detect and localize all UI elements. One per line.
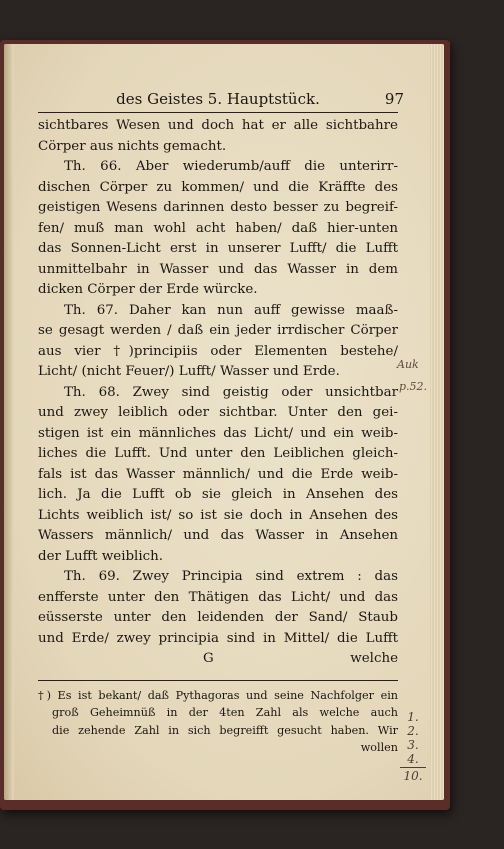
page-number: 97 (384, 90, 404, 108)
tally-total: 10. (403, 769, 423, 783)
body-line: fals ist das Wasser männlich/ und die Erde weib- (38, 466, 398, 482)
body-line: und Erde/ zwey principia sind in Mittel/ die Lufft (38, 630, 398, 646)
body-line: Wassers männlich/ und das Wasser in Ansehen (38, 528, 398, 543)
signature-line (38, 649, 398, 670)
body-line: dicken Cörper der Erde würcke. (38, 282, 258, 297)
text-block (38, 88, 404, 757)
marginal-note: Auk (397, 358, 419, 371)
footnote-line: †) Es ist bekant/ daß Pythagoras und seine Nachfolger ein (38, 688, 398, 702)
body-line: eüsserste unter den leidenden der Sand/ Staub (38, 610, 398, 625)
tally-number: 1. (407, 710, 419, 724)
header-rule (38, 112, 398, 113)
body-line: Th. 69. Zwey Principia sind extrem : das (64, 569, 398, 584)
body-line: se gesagt werden / daß ein jeder irrdischer Cörper (38, 323, 398, 338)
signature-mark: G (203, 651, 214, 666)
body-line: Th. 67. Daher kan nun auff gewisse maaß- (64, 302, 398, 318)
body-line: das Sonnen-Licht erst in unserer Lufft/ die Lufft (38, 241, 398, 256)
book-page (4, 44, 444, 800)
body-line: stigen ist ein männliches das Licht/ und ein weib- (38, 425, 398, 441)
page-fore-edge (430, 44, 444, 800)
body-line: enfferste unter den Thätigen das Licht/ und das (38, 589, 398, 605)
catchword: welche (350, 651, 398, 666)
running-header (38, 88, 404, 110)
body-line: liches die Lufft. Und unter den Leiblichen gleich- (38, 446, 398, 461)
body-line: aus vier †)principiis oder Elementen bestehe/ (38, 343, 398, 359)
page-gutter (4, 44, 14, 800)
footnote-rule (38, 680, 398, 681)
body-line: Th. 66. Aber wiederumb/auff die unterirr- (64, 159, 398, 174)
marginal-note: p.52. (399, 380, 428, 393)
body-line: sichtbares Wesen und doch hat er alle sichtbahre (38, 118, 398, 133)
tally-number: 3. (407, 738, 419, 752)
running-title: des Geistes 5. Hauptstück. (116, 90, 320, 108)
body-line: dischen Cörper zu kommen/ und die Kräffte des (38, 179, 398, 195)
body-line: Lichts weiblich ist/ so ist sie doch in Ansehen des (38, 507, 398, 523)
footnote-catchword: wollen (360, 741, 398, 754)
body-line: Licht/ (nicht Feuer/) Lufft/ Wasser und Erde. (38, 364, 340, 379)
body-line: fen/ muß man wohl acht haben/ daß hier-unten (38, 220, 398, 236)
body-line: Th. 68. Zwey sind geistig oder unsichtbar (64, 384, 398, 400)
body-line: unmittelbahr in Wasser und das Wasser in dem (38, 261, 398, 277)
body-line: lich. Ja die Lufft ob sie gleich in Ansehen des (38, 487, 398, 502)
tally-number: 2. (407, 724, 419, 738)
marginal-tally (396, 710, 430, 783)
tally-number: 4. (407, 752, 419, 766)
body-line: Cörper aus nichts gemacht. (38, 138, 227, 154)
body-line: der Lufft weiblich. (38, 548, 164, 564)
body-line: geistigen Wesens darinnen desto besser zu begreif- (38, 200, 398, 215)
footnote-line: groß Geheimnüß in der 4ten Zahl als welche auch (52, 706, 398, 719)
body-line: und zwey leiblich oder sichtbar. Unter den gei- (38, 405, 398, 420)
footnote-line: die zehende Zahl in sich begreifft gesucht haben. Wir (52, 723, 398, 737)
tally-sum-rule (400, 767, 426, 768)
